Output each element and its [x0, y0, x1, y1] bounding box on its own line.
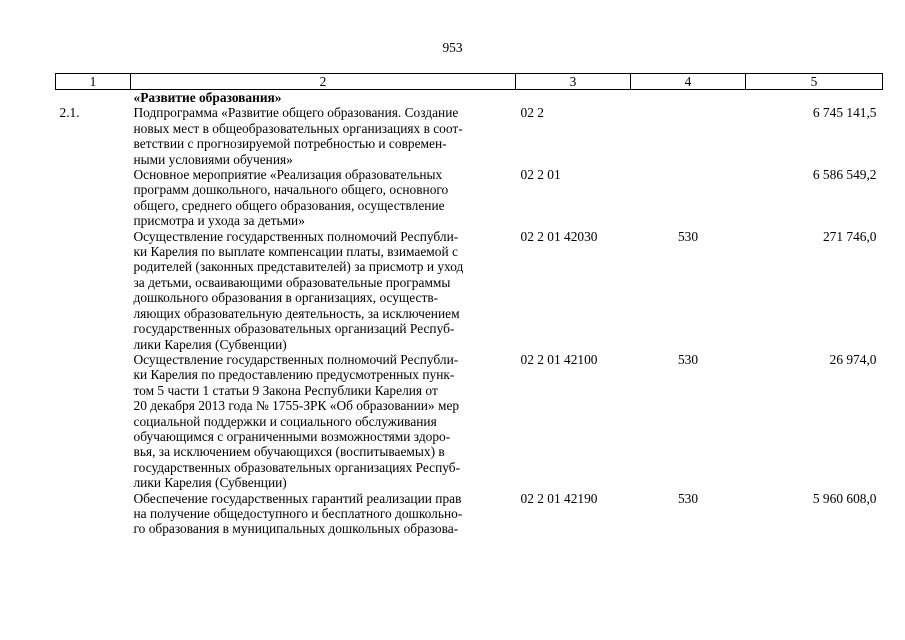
- section-title-row: [56, 90, 883, 106]
- page-number: 953: [442, 40, 463, 55]
- table-row: [56, 105, 883, 167]
- budget-table: [55, 73, 883, 537]
- description-line: государственных образовательных организаций Респуб-: [133, 321, 455, 337]
- description-line: ки Карелия по выплате компенсации платы, взимаемой с: [133, 244, 458, 260]
- description-line: Осуществление государственных полномочий Республи-: [133, 228, 459, 244]
- description-line: Обеспечение государственных гарантий реализации прав: [133, 490, 462, 506]
- description-line: Осуществление государственных полномочий Республи-: [133, 351, 459, 367]
- description-line: Подпрограмма «Развитие общего образования. Создание: [133, 105, 459, 121]
- row-code: 02 2 01: [520, 167, 561, 183]
- table-body: [56, 90, 883, 537]
- description-line: обучающимся с ограниченными возможностями здоро-: [133, 428, 451, 444]
- table-row: [56, 167, 883, 229]
- row-code: 02 2 01 42190: [520, 490, 598, 506]
- description-line: за детьми, осваивающими образовательные программы: [133, 274, 451, 290]
- description-line: ветствии с прогнозируемой потребностью и современ-: [133, 136, 447, 152]
- description-line: го образования в муниципальных дошкольных образова-: [133, 521, 459, 537]
- row-expense-type: 530: [677, 490, 699, 506]
- description-line: общего, среднего общего образования, осуществление: [133, 197, 445, 213]
- row-description: [131, 352, 516, 491]
- description-line: лики Карелия (Субвенции): [133, 475, 287, 491]
- header-col-3: 3: [516, 74, 631, 90]
- row-number: [56, 167, 131, 229]
- row-expense-type: [631, 105, 746, 167]
- description-line: ляющих образовательную деятельность, за исключением: [133, 305, 460, 321]
- header-col-4: 4: [631, 74, 746, 90]
- row-amount: 26 974,0: [829, 351, 877, 367]
- description-line: социальной поддержки и социального обслуживания: [133, 413, 437, 429]
- row-code: 02 2: [520, 105, 544, 121]
- description-line: лики Карелия (Субвенции): [133, 336, 287, 352]
- header-col-5: 5: [746, 74, 883, 90]
- row-expense-type: 530: [677, 351, 699, 367]
- row-expense-type: 530: [677, 228, 699, 244]
- row-description: [131, 491, 516, 537]
- row-amount: 5 960 608,0: [812, 490, 877, 506]
- row-number: [56, 491, 131, 537]
- description-line: новых мест в общеобразовательных организациях в соот-: [133, 120, 463, 136]
- row-number: [56, 229, 131, 352]
- description-line: программ дошкольного, начального общего, основного: [133, 182, 449, 198]
- description-line: ки Карелия по предоставлению предусмотренных пунк-: [133, 367, 455, 383]
- row-amount: 6 586 549,2: [812, 167, 877, 183]
- row-number: 2.1.: [59, 105, 80, 121]
- row-amount: 6 745 141,5: [812, 105, 877, 121]
- row-code: 02 2 01 42100: [520, 351, 598, 367]
- description-line: 20 декабря 2013 года № 1755-ЗРК «Об образовании» мер: [133, 398, 460, 414]
- description-line: вья, за исключением обучающихся (воспитываемых) в: [133, 444, 445, 460]
- row-amount: 271 746,0: [822, 228, 877, 244]
- description-line: дошкольного образования в организациях, осуществ-: [133, 290, 439, 306]
- table-header: [56, 74, 883, 90]
- description-line: присмотра и ухода за детьми»: [133, 213, 305, 229]
- row-description: [131, 167, 516, 229]
- row-description: [131, 105, 516, 167]
- header-col-1: 1: [56, 74, 131, 90]
- header-col-2: 2: [131, 74, 516, 90]
- description-line: ными условиями обучения»: [133, 151, 293, 167]
- description-line: Основное мероприятие «Реализация образовательных: [133, 167, 443, 183]
- row-description: [131, 229, 516, 352]
- row-code: 02 2 01 42030: [520, 228, 598, 244]
- description-line: том 5 части 1 статьи 9 Закона Республики Карелия от: [133, 382, 438, 398]
- row-number: [56, 352, 131, 491]
- table-row: [56, 491, 883, 537]
- description-line: родителей (законных представителей) за присмотр и уход: [133, 259, 464, 275]
- description-line: на получение общедоступного и бесплатного дошкольно-: [133, 505, 463, 521]
- row-expense-type: [631, 167, 746, 229]
- table-row: [56, 229, 883, 352]
- section-title: «Развитие образования»: [133, 90, 282, 105]
- description-line: государственных образовательных организациях Респуб-: [133, 459, 461, 475]
- table-row: [56, 352, 883, 491]
